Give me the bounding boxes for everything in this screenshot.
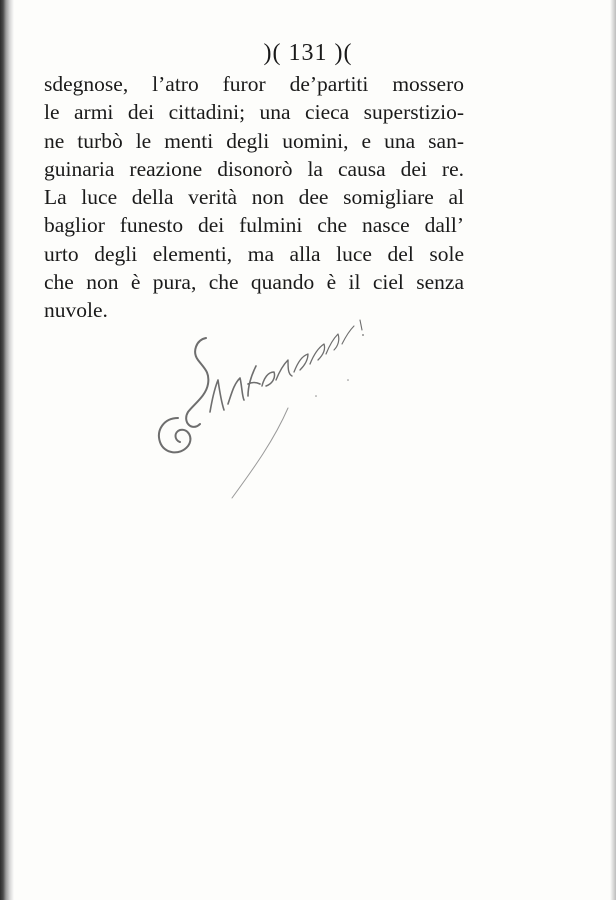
- text-line: ne turbò le menti degli uomini, e una san-: [44, 128, 464, 153]
- text-line: sdegnose, l’atro furor de’partiti mossero: [44, 72, 464, 96]
- text-line: La luce della verità non dee somigliare al: [44, 185, 464, 210]
- binding-shadow: [0, 0, 14, 900]
- body-text: [44, 70, 464, 325]
- page-number: )( 131 )(: [263, 40, 353, 66]
- text-line: guinaria reazione disonorò la causa dei re.: [44, 156, 464, 181]
- text-line: le armi dei cittadini; una cieca superstizio-: [44, 100, 464, 125]
- page-edge: [610, 0, 616, 900]
- text-line: nuvole.: [44, 298, 108, 323]
- text-line: urto degli elementi, ma alla luce del sole: [44, 241, 464, 266]
- handwritten-signature: [148, 300, 398, 520]
- text-line: baglior funesto dei fulmini che nasce dall’: [44, 213, 464, 238]
- text-line: che non è pura, che quando è il ciel senza: [44, 270, 464, 295]
